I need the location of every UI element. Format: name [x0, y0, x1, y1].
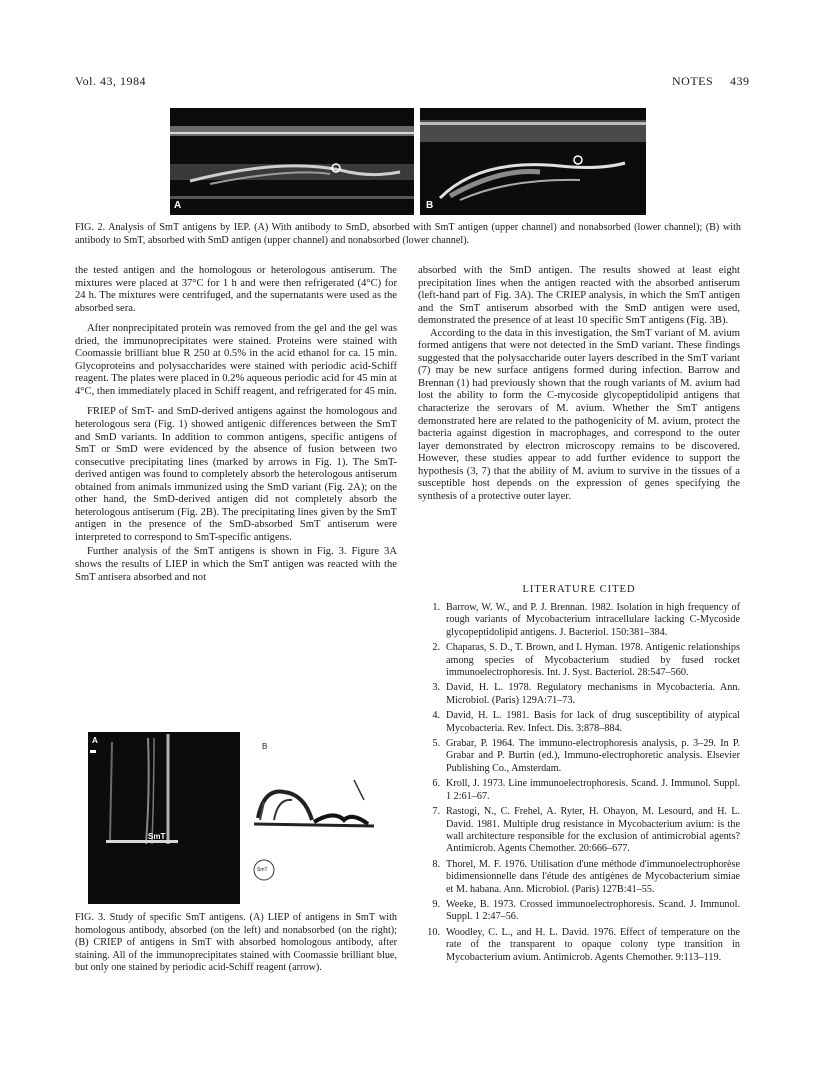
- figure-2b-image: [420, 108, 646, 215]
- reference-item: [418, 642, 740, 679]
- figure-2a-label: A: [174, 200, 182, 211]
- reference-text: Grabar, P. 1964. The immuno-electrophoresis analysis, p. 3–29. In P. Grabar and P. Burtin (ed.), Immuno-electrophoretic analysis. Elsevier Publishing Co., Amsterdam.: [446, 738, 740, 774]
- figure-3-caption: FIG. 3. Study of specific SmT antigens. (A) LIEP of antigens in SmT with homologous antibody, absorbed (on the left) and nonabsorbed (on the right); (B) CRIEP of antigens in SmT with absorbed homologous antibody, after staining. All of the immunoprecipitates stained with Coomassie brilliant blue, but only one stained by periodic acid-Schiff reagent (arrow).: [75, 912, 397, 974]
- figure-3b-image: [244, 740, 384, 900]
- reference-number: 9.: [432, 898, 440, 910]
- page-number: 439: [730, 74, 750, 88]
- figure-3a-panel: [88, 732, 240, 904]
- journal-volume: Vol. 43, 1984: [75, 74, 146, 88]
- figure-2a-image: [170, 108, 414, 215]
- reference-text: Thorel, M. F. 1976. Utilisation d'une méthode d'immunoelectrophorèse bidimensionnelle dans l'étude des antigènes de Mycobacterium simiae et M. habana. Ann. Microbiol. (Paris) 127B:41–55.: [446, 858, 740, 895]
- reference-text: David, H. L. 1978. Regulatory mechanisms in Mycobacteria. Ann. Microbiol. (Paris) 129A:71–73.: [446, 682, 740, 706]
- reference-number: 10.: [427, 926, 440, 938]
- figure-2a-panel: [170, 108, 414, 215]
- reference-text: Kroll, J. 1973. Line immunoelectrophoresis. Scand. J. Immunol. Suppl. 1 2:61–67.: [446, 778, 740, 802]
- figure-3a-image: [88, 732, 240, 904]
- reference-number: 7.: [432, 806, 440, 818]
- reference-text: Weeke, B. 1973. Crossed immunoelectrophoresis. Scand. J. Immunol. Suppl. 1 2:47–56.: [446, 898, 740, 923]
- reference-list: [418, 602, 740, 967]
- reference-item: [418, 778, 740, 803]
- reference-item: [418, 738, 740, 775]
- reference-text: David, H. L. 1981. Basis for lack of drug susceptibility of atypical Mycobacteria. Rev. Infect. Dis. 3:878–884.: [446, 710, 740, 734]
- reference-item: [418, 806, 740, 856]
- reference-text: Woodley, C. L., and H. L. David. 1976. Effect of temperature on the rate of the transparent to opaque colony type transition in Mycobacterium avium. Antimicrob. Agents Chemother. 9:113–119.: [446, 926, 740, 963]
- paragraph: According to the data in this investigation, the SmT variant of M. avium formed antigens that were not detected in the SmD variant. These findings suggested that the polysaccharide outer layers described in the SmT variant (7) may be new surface antigens formed during infection. Barrow and Brennan (1) had previously shown that the rough variants of M. avium had lost the ability to form the C-mycoside glycopeptidolipid antigens that characterize the serovars of M. avium. Whether the SmT antigens demonstrated here are related to the pathogenicity of M. avium, protect the bacteria against digestion in macrophages, and correspond to the outer layer demonstrated by electron microscopy remains to be discovered. However, these studies appear to add further evidence to support the hypothesis (3, 7) that the ability of M. avium to survive in the tissues of a susceptible host depends on the expression of genes specifying the synthesis of a protective outer layer.: [418, 327, 740, 502]
- reference-item: [418, 602, 740, 639]
- figure-3b-label: B: [262, 742, 268, 751]
- reference-number: 5.: [432, 738, 440, 750]
- figure-3b-panel: [244, 740, 384, 900]
- left-column-text: [75, 265, 397, 584]
- reference-item: [418, 927, 740, 964]
- reference-number: 6.: [432, 778, 440, 790]
- section-title: NOTES: [672, 74, 714, 88]
- reference-text: Chaparas, S. D., T. Brown, and I. Hyman. 1978. Antigenic relationships among species of Mycobacterium studied by fused rocket immunoelectrophoresis. Int. J. Syst. Bacteriol. 28:547–560.: [446, 642, 740, 679]
- literature-cited-heading: LITERATURE CITED: [522, 584, 636, 595]
- paragraph: absorbed with the SmD antigen. The results showed at least eight precipitation lines when the antigen reacted with the absorbed antiserum (left-hand part of Fig. 3A). The CRIEP analysis, in which the SmT antigen and the SmT antiserum absorbed with the SmD antigen were used, demonstrated the presence of at least 10 specific SmT antigens (Fig. 3B).: [418, 265, 740, 327]
- right-column-text: [418, 265, 740, 503]
- figure-2b-label: B: [426, 200, 434, 211]
- paragraph: the tested antigen and the homologous or heterologous antiserum. The mixtures were placed at 37°C for 1 h and were then refrigerated (4°C) for 24 h. The mixtures were centrifuged, and the supernatants were used as the absorbed sera.: [75, 265, 397, 314]
- figure-3a-smt-label: SmT: [148, 832, 166, 841]
- paragraph: After nonprecipitated protein was removed from the gel and the gel was dried, the immunoprecipitates were stained. Proteins were stained with Coomassie brilliant blue R 250 at 0.5% in the acid ethanol for ca. 15 min. Glycoproteins and polysaccharides were stained with periodic acid-Schiff reagent. The plates were placed in 0.2% aqueous periodic acid for 45 min at 4°C, then immediately placed in Schiff reagent, and refrigerated for 45 min.: [75, 323, 397, 397]
- reference-item: [418, 682, 740, 707]
- reference-number: 4.: [432, 710, 440, 722]
- reference-number: 1.: [432, 602, 440, 613]
- reference-item: [418, 899, 740, 924]
- reference-number: 3.: [432, 682, 440, 694]
- reference-number: 8.: [432, 858, 440, 870]
- reference-number: 2.: [432, 642, 440, 654]
- figure-3b-circle-label: SmT: [257, 867, 268, 873]
- reference-text: Barrow, W. W., and P. J. Brennan. 1982. Isolation in high frequency of rough variants of Mycobacterium intracellulare lacking C-Mycoside glycopeptidolipid antigens. J. Bacteriol. 150:381–384.: [446, 602, 740, 638]
- figure-3a-label: A: [92, 736, 98, 745]
- figure-2-caption: FIG. 2. Analysis of SmT antigens by IEP. (A) With antibody to SmD, absorbed with SmT antigen (upper channel) and nonabsorbed (lower channel); (B) with antibody to SmT, absorbed with SmD antigen (upper channel) and nonabsorbed (lower channel).: [75, 222, 741, 246]
- reference-item: [418, 859, 740, 896]
- reference-text: Rastogi, N., C. Frehel, A. Ryter, H. Ohayon, M. Lesourd, and H. L. David. 1981. Multiple drug resistance in Mycobacterium avium: is the wall architecture responsible for the exclusion of antimicrobial agents? Antimicrob. Agents Chemother. 20:666–677.: [446, 806, 740, 855]
- paragraph: Further analysis of the SmT antigens is shown in Fig. 3. Figure 3A shows the results of LIEP in which the SmT antigen was reacted with the SmT antisera absorbed and not: [75, 546, 397, 583]
- reference-item: [418, 710, 740, 735]
- paragraph: FRIEP of SmT- and SmD-derived antigens against the homologous and heterologous sera (Fig. 1) showed antigenic differences between the SmT and SmD variants. In addition to common antigens, specific antigens of SmT or SmD were evidenced by the absence of fusion between two consecutive precipitating lines (marked by arrows in Fig. 1). The SmT-derived antigen was found to completely absorb the heterologous antiserum obtained from animals immunized using the SmD variant (Fig. 2A); on the other hand, the SmD-derived antigen did not completely absorb the heterologous antiserum (Fig. 2B). The precipitating lines given by the SmT antigen in the presence of the SmD-absorbed SmT antiserum were interpreted to correspond to SmT-specific antigens.: [75, 406, 397, 543]
- figure-2b-panel: [420, 108, 646, 215]
